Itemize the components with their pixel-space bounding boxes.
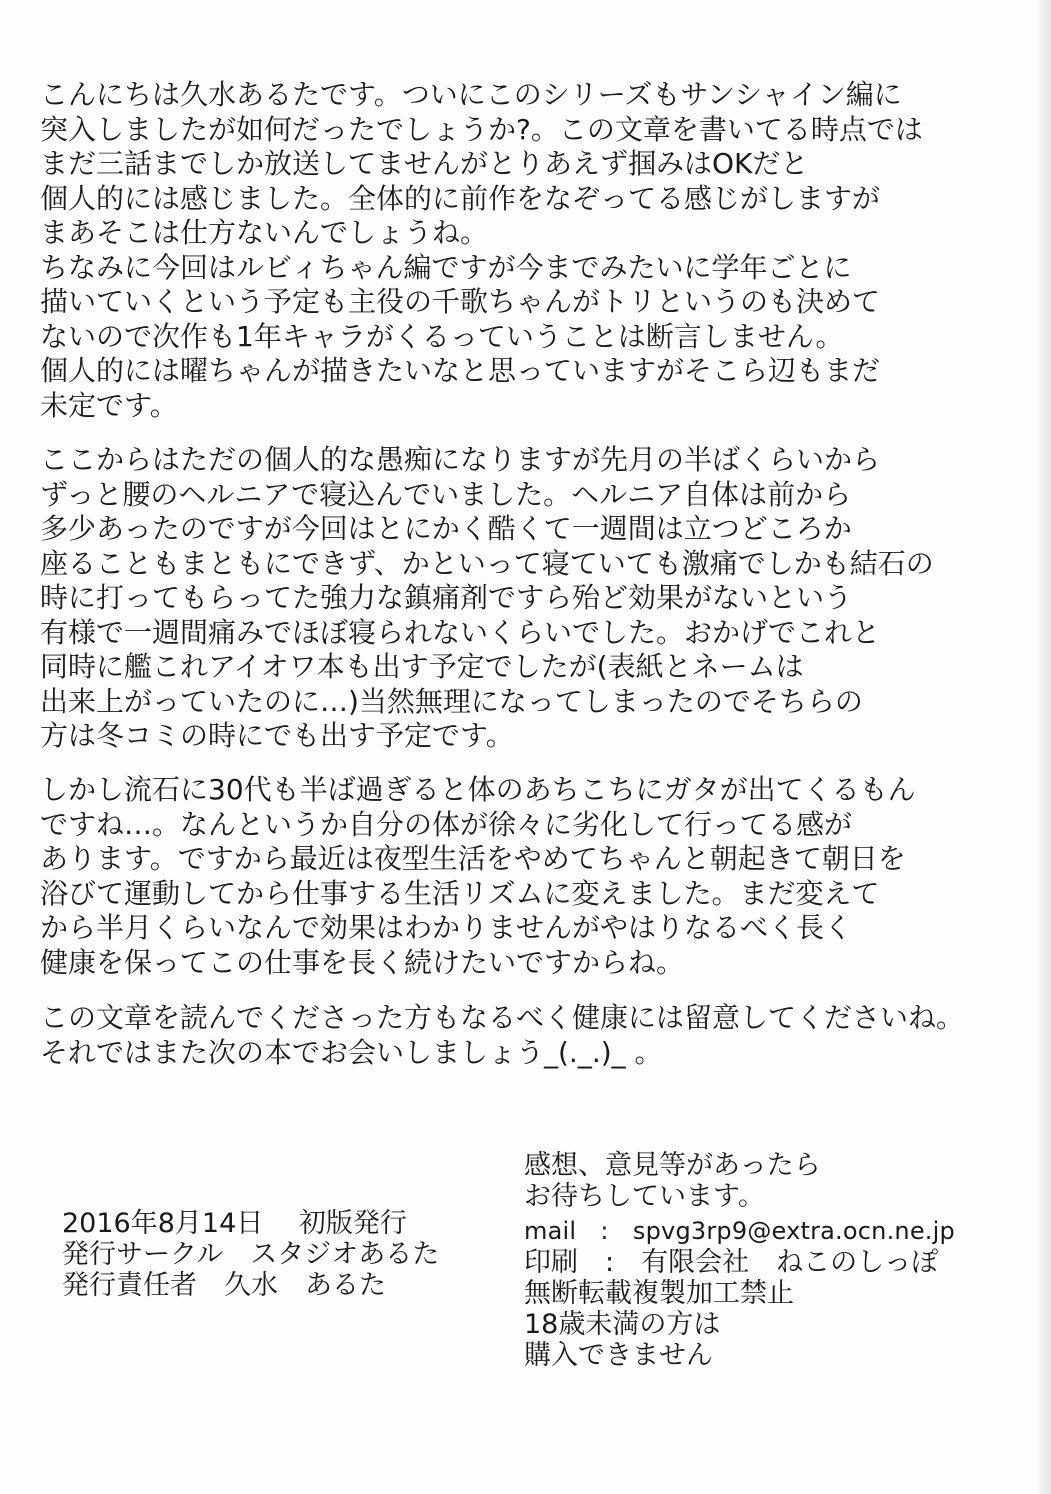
- printer-info: 印刷 : 有限会社 ねこのしっぽ: [524, 1247, 939, 1278]
- text-line: 個人的には感じました。全体的に前作をなぞってる感じがしますが: [40, 181, 881, 215]
- text-line: こんにちは久水あるたです。ついにこのシリーズもサンシャイン編に: [40, 78, 902, 111]
- text-line: しかし流石に30代も半ば過ぎると体のあちこちにガタが出てくるもん: [40, 773, 916, 806]
- publishing-circle: 発行サークル スタジオあるた: [62, 1239, 440, 1270]
- colophon-publication-info: [62, 1208, 439, 1301]
- text-line: 突入しましたが如何だったでしょうか?。この文章を書いてる時点では: [40, 112, 923, 146]
- text-line: ここからはただの個人的な愚痴になりますが先月の半ばくらいから: [40, 443, 881, 476]
- text-line: 未定です。: [40, 388, 178, 422]
- text-line: あります。ですから最近は夜型生活をやめてちゃんと朝起きて朝日を: [40, 842, 906, 875]
- afterword-paragraph-4: [40, 1001, 964, 1070]
- feedback-note: お待ちしています。: [524, 1181, 765, 1212]
- reproduction-notice: 無断転載複製加工禁止: [524, 1278, 794, 1309]
- age-restriction-notice: 購入できません: [524, 1340, 713, 1371]
- text-line: ちなみに今回はルビィちゃん編ですが今までみたいに学年ごとに: [40, 250, 852, 284]
- text-line: ないので次作も1年キャラがくるっていうことは断言しません。: [40, 319, 844, 353]
- text-line: 健康を保ってこの仕事を長く続けたいですからね。: [40, 945, 685, 979]
- text-line: それではまた次の本でお会いしましょう_(._.)_ 。: [40, 1035, 663, 1069]
- afterword-paragraph-1: [40, 78, 923, 423]
- text-line: 座ることもまともにできず、かといって寝ていても激痛でしかも結石の: [40, 546, 934, 580]
- text-line: 時に打ってもらってた強力な鎮痛剤ですら殆ど効果がないという: [40, 581, 853, 614]
- contact-email: mail : spvg3rp9@extra.ocn.ne.jp: [524, 1217, 955, 1245]
- colophon-contact-info: [524, 1150, 955, 1371]
- publication-date: 2016年8月14日 初版発行: [62, 1208, 407, 1239]
- text-line: 個人的には曜ちゃんが描きたいなと思っていますがそこら辺もまだ: [40, 354, 881, 387]
- text-line: 有様で一週間痛みでほぼ寝られないくらいでした。おかげでこれと: [40, 615, 881, 649]
- text-line: 多少あったのですが今回はとにかく酷くて一週間は立つどころか: [40, 512, 852, 545]
- text-line: ですね…。なんというか自分の体が徐々に劣化して行ってる感が: [40, 807, 853, 841]
- text-line: 同時に艦これアイオワ本も出す予定でしたが(表紙とネームは: [40, 650, 804, 683]
- age-restriction-notice: 18歳未満の方は: [524, 1309, 721, 1340]
- afterword-paragraph-3: [40, 773, 916, 980]
- text-line: 浴びて運動してから仕事する生活リズムに変えました。まだ変えて: [40, 876, 880, 910]
- text-line: この文章を読んでくださった方もなるべく健康には留意してくださいね。: [40, 1001, 965, 1034]
- feedback-note: 感想、意見等があったら: [524, 1150, 821, 1181]
- text-line: ずっと腰のヘルニアで寝込んでいました。ヘルニア自体は前から: [40, 477, 852, 511]
- text-line: から半月くらいなんで効果はわかりませんがやはりなるべく長く: [40, 911, 853, 944]
- afterword-paragraph-2: [40, 443, 934, 754]
- page-edge-shadow: [1037, 0, 1051, 1494]
- text-line: 出来上がっていたのに…)当然無理になってしまったのでそちらの: [40, 684, 863, 718]
- publisher-name: 発行責任者 久水 あるた: [62, 1270, 386, 1301]
- text-line: まだ三話までしか放送してませんがとりあえず掴みはOKだと: [40, 147, 809, 180]
- text-line: まあそこは仕方ないんでしょうね。: [40, 216, 489, 249]
- text-line: 描いていくという予定も主役の千歌ちゃんがトリというのも決めて: [40, 285, 881, 318]
- text-line: 方は冬コミの時にでも出す予定です。: [40, 719, 514, 752]
